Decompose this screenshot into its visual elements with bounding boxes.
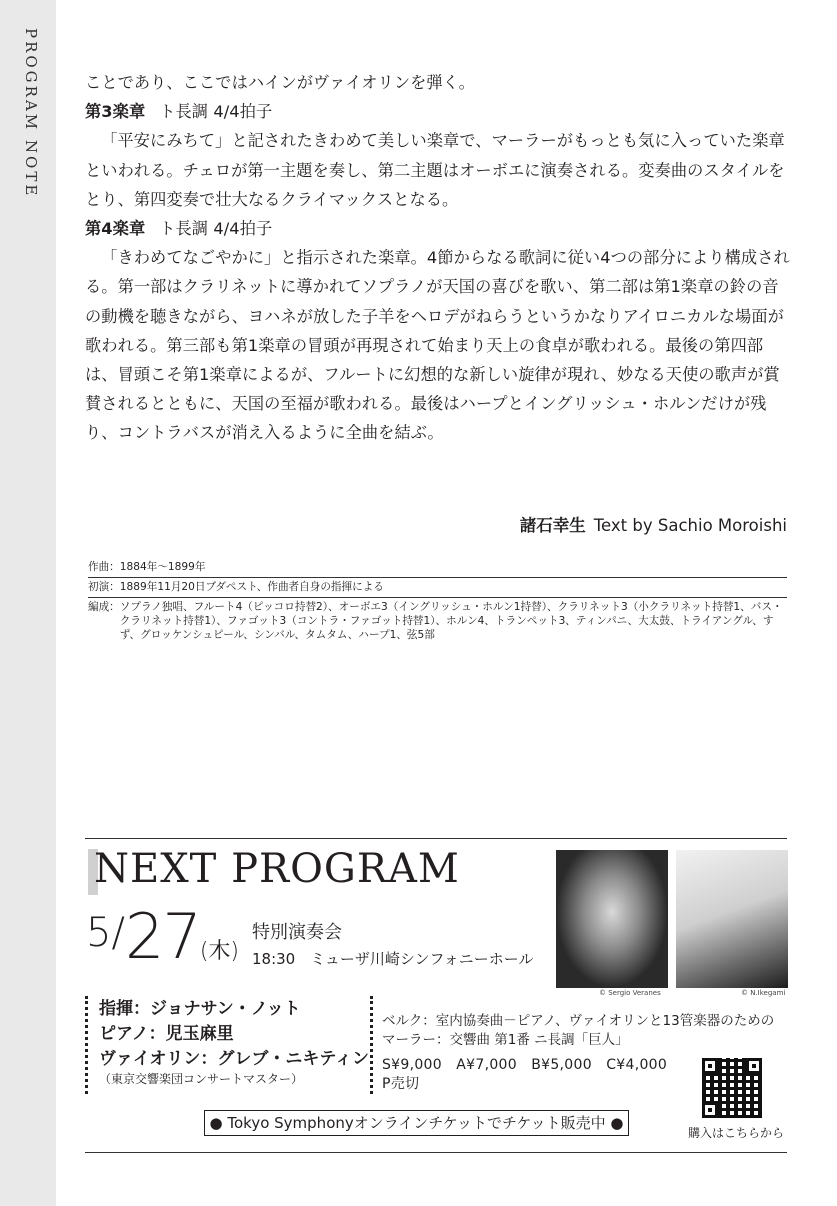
pianist-photo (556, 850, 668, 988)
movement-3-heading (85, 97, 790, 126)
pianist: ピアノ：児玉麻里 (99, 1024, 234, 1044)
side-label: PROGRAM NOTE (22, 28, 40, 199)
movement-4-key: ト長調 4/4拍子 (159, 219, 273, 239)
qr-finder-icon (702, 1058, 718, 1074)
program-pieces (382, 1012, 774, 1050)
date-slash: / (111, 910, 125, 956)
qr-finder-icon (746, 1058, 762, 1074)
date-month: 5 (86, 910, 112, 956)
movement-3-text: 「平安にみちて」と記されたきわめて美しい楽章で、マーラーがもっとも気に入っていた楽章といわれる。チェロが第一主題を奏し、第二主題はオーボエに演奏される。変奏曲のスタイルをとり、第四変奏で壮大なるクライマックスとなる。 (85, 131, 785, 209)
author-jp: 諸石幸生 (519, 516, 586, 535)
price-note: P売切 (382, 1076, 420, 1092)
price-list: S¥9,000 A¥7,000 B¥5,000 C¥4,000 (382, 1057, 668, 1073)
instrumentation-label: 編成： (88, 601, 120, 613)
performers (99, 997, 369, 1086)
violinist-note: （東京交響楽団コンサートマスター） (99, 1072, 304, 1086)
movement-4-text: 「きわめてなごやかに」と指示された楽章。4節からなる歌詞に従い4つの部分により構成される。第一部はクラリネットに導かれてソプラノが天国の喜びを歌い、第二部は第1楽章の鈴の音の動機を聴きながら、ヨハネが放した子羊をヘロデがねらうというかなりアイロニカルな場面が歌われる。第三部も第1楽章の冒頭が再現されて始まり天上の食卓が歌われる。最後の第四部は、冒頭こそ第1楽章によるが、フルートに幻想的な新しい旋律が現れ、妙なる天使の歌声が賞賛されるとともに、天国の至福が歌われる。最後はハープとイングリッシュ・ホルンだけが残り、コントラバスが消え入るように全曲を結ぶ。 (85, 248, 790, 443)
dotted-divider-left (85, 996, 88, 1094)
author-en: Text by Sachio Moroishi (593, 516, 787, 535)
divider-bottom (85, 1152, 787, 1153)
premiere-value: 1889年11月20日ブダペスト、作曲者自身の指揮による (119, 581, 384, 593)
movement-4-heading (85, 214, 790, 243)
premiere-label: 初演： (88, 581, 120, 593)
event-name: 特別演奏会 (252, 922, 342, 943)
concert-date (86, 900, 239, 973)
photo-credit-2: © N.Ikegami (741, 989, 786, 997)
premiere-row (88, 577, 787, 597)
conductor: 指揮：ジョナサン・ノット (99, 999, 301, 1019)
date-weekday: (木) (199, 939, 240, 964)
composed-label: 作曲： (88, 561, 120, 573)
composed-row (88, 558, 787, 577)
note-line: ことであり、ここではハインがヴァイオリンを弾く。 (85, 73, 475, 92)
author-credit (520, 512, 787, 536)
composed-value: 1884年～1899年 (119, 561, 206, 573)
event-time-venue: 18:30 ミューザ川崎シンフォニーホール (252, 950, 534, 968)
movement-3-key: ト長調 4/4拍子 (159, 102, 273, 122)
dotted-divider-middle (370, 996, 373, 1094)
movement-3-label: 第3楽章 (85, 102, 146, 122)
next-program-heading: NEXT PROGRAM (94, 846, 460, 892)
date-day: 27 (124, 900, 200, 973)
violinist: ヴァイオリン：グレブ・ニキティン (99, 1049, 369, 1069)
instrumentation-row (88, 597, 787, 645)
piece-berg: ベルク：室内協奏曲－ピアノ、ヴァイオリンと13管楽器のための (382, 1013, 775, 1029)
photo-credit-1: © Sergio Veranes (599, 989, 661, 997)
piece-mahler: マーラー：交響曲 第1番 ニ長調「巨人」 (382, 1032, 629, 1048)
online-ticket-banner[interactable]: ● Tokyo Symphonyオンラインチケットでチケット販売中 ● (204, 1110, 629, 1136)
qr-label: 購入はこちらから (688, 1126, 785, 1140)
movement-4-label: 第4楽章 (85, 219, 146, 239)
divider-top (85, 838, 787, 839)
ticket-prices (382, 1056, 667, 1094)
instrumentation-value: ソプラノ独唱、フルート4（ピッコロ持替2）、オーボエ3（イングリッシュ・ホルン1持替）、クラリネット3（小クラリネット持替1、バス・クラリネット持替1）、ファゴット3（コントラ・ファゴット持替1）、ホルン4、トランペット3、ティンパニ、大太鼓、トライアングル、すず、グロッケンシュピール、シンバル、タムタム、ハープ1、弦5部 (119, 601, 783, 641)
qr-finder-icon (702, 1102, 718, 1118)
work-info (88, 558, 787, 645)
violinist-photo (676, 850, 788, 988)
qr-code-icon[interactable] (702, 1058, 762, 1118)
program-note-body (85, 68, 790, 448)
